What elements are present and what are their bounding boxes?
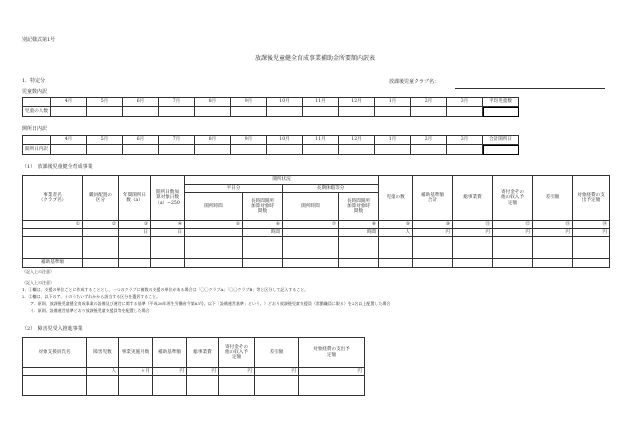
days-cell[interactable]	[339, 145, 375, 155]
header-total-cost: 総事業費	[453, 176, 493, 221]
sec-a-cell[interactable]	[283, 229, 339, 237]
sec-a-cell[interactable]	[243, 259, 283, 268]
children-cell[interactable]	[231, 107, 267, 117]
sec-a-cell[interactable]	[533, 237, 573, 259]
header-yearly-days: 年間開所日 数（a）	[119, 176, 151, 221]
sec-a-cell[interactable]	[185, 237, 243, 259]
sec-a-cell[interactable]	[283, 259, 339, 268]
header-calc-days: 開所日数加 算対象日数 （a）−250	[151, 176, 185, 221]
sec-a-cell[interactable]	[493, 237, 533, 259]
children-cell[interactable]	[411, 107, 447, 117]
corner-cell	[23, 98, 51, 107]
header-difference-b: 差引額	[255, 338, 299, 368]
note-1: 1．①欄は、支援の単位ごとに作成することとし、一つのクラブに複数の支援の単位がある場合は「〇〇クラブA」「〇〇クラブB」等と区分して記入すること。	[22, 287, 309, 292]
children-cell[interactable]	[303, 107, 339, 117]
sec-a-cell[interactable]	[83, 237, 119, 259]
sec-a-cell[interactable]	[339, 259, 379, 268]
header-total-cost-b: 総事業費	[187, 338, 219, 368]
sec-a-cell[interactable]	[453, 237, 493, 259]
sec-a-cell[interactable]	[283, 237, 339, 259]
header-long-holiday: 長期休暇等分	[283, 185, 379, 193]
header-disabled-children: 障害児数	[87, 338, 119, 368]
sec-a-cell[interactable]: 人	[379, 229, 413, 237]
form-number: 別記様式第1号	[22, 37, 56, 43]
sec-a-cell[interactable]	[23, 229, 83, 237]
children-cell[interactable]	[195, 107, 231, 117]
sec-a-cell[interactable]	[119, 259, 151, 268]
header-donation-b: 寄付金その 他の収入予 定額	[219, 338, 255, 368]
days-caption: 開所日内訳	[22, 126, 48, 132]
sec-a-cell[interactable]	[379, 237, 413, 259]
header-operator-name: 事業者名 （クラブ名）	[23, 176, 83, 221]
header-donation: 寄付金その 他の収入予 定額	[493, 176, 533, 221]
sec-a-cell[interactable]	[493, 259, 533, 268]
page-title: 放課後児童健全育成事業補助金所要額内訳表	[254, 55, 375, 62]
total-days-header: 合計開所日	[483, 136, 519, 145]
sec-a-cell[interactable]	[413, 259, 453, 268]
section-heading-sec-b: （2） 障害児受入推進事業	[22, 326, 83, 332]
children-table: 4月 5月 6月 7月 8月 9月 10月 11月 12月 1月 2月 3月 平均児童数 児童の人数	[22, 97, 519, 117]
header-holiday-time: 開所時間	[283, 193, 339, 221]
children-row-label: 児童の人数	[23, 107, 51, 117]
sec-a-cell[interactable]	[151, 259, 185, 268]
sec-b-cell[interactable]	[187, 376, 219, 396]
header-staff-category: 職員配置の 区分	[83, 176, 119, 221]
sec-a-table: 事業者名 （クラブ名） 職員配置の 区分 年間開所日 数（a） 開所日数加 算対象日数 （a）−250 開所状況 児童の数 補助基準額 合計 総事業費 寄付金その 他の収入予 定額 差引額 対象経費の支 出予定額 平日分 長期休暇等分 開所時間 長時間開所 加算対象時 間数 開所時間 長時間開所 加算対象時 間数 ① ② ③ ④ ⑤ ⑥ ⑦ ⑧ ⑨ ⑩ ⑪ ⑫ ⑬ ⑭ 日 日 時間 時間 人 円 円 円 円 円 補助基準額	[22, 175, 610, 268]
days-cell[interactable]	[87, 145, 123, 155]
sec-a-cell[interactable]: 円	[453, 229, 493, 237]
note-2b: イ．原則、設備運営基準どおり放課後児童支援員等を配置した場合	[30, 308, 150, 313]
sec-b-cell[interactable]: 円	[219, 368, 255, 376]
sec-b-cell[interactable]	[299, 376, 365, 396]
days-cell[interactable]	[375, 145, 411, 155]
children-cell[interactable]	[267, 107, 303, 117]
children-cell[interactable]	[375, 107, 411, 117]
sec-a-cell[interactable]: 円	[533, 229, 573, 237]
header-weekday-time: 開所時間	[185, 193, 243, 221]
sec-b-cell[interactable]: 円	[299, 368, 365, 376]
days-row-label: 開所日内訳	[23, 145, 51, 155]
days-cell[interactable]	[303, 145, 339, 155]
sec-b-cell[interactable]	[153, 376, 187, 396]
sec-b-cell[interactable]: 円	[187, 368, 219, 376]
sec-a-cell[interactable]	[23, 237, 83, 259]
days-cell[interactable]	[447, 145, 483, 155]
header-weekday: 平日分	[185, 185, 283, 193]
sec-a-cell[interactable]	[151, 237, 185, 259]
header-children-count: 児童の数	[379, 176, 413, 221]
children-cell[interactable]	[339, 107, 375, 117]
sec-b-cell[interactable]	[87, 376, 119, 396]
header-opening-status: 開所状況	[185, 176, 379, 185]
sec-a-cell[interactable]: 時間	[243, 229, 283, 237]
note-2a: ア．原則、放課後児童健全育成事業の設備及び運営に関する基準（平成26年厚生労働省令第63号。以下「設備運営基準」という。）どおり放課後児童支援員（常勤職員に限る）を2名以上配置した場合	[30, 301, 391, 306]
children-caption: 児童数内訳	[22, 89, 48, 95]
club-name-field[interactable]	[455, 88, 605, 89]
sec-a-cell[interactable]	[119, 237, 151, 259]
sec-a-cell[interactable]	[185, 229, 243, 237]
sec-b-cell[interactable]: 円	[255, 368, 299, 376]
average-children-header: 平均児童数	[483, 98, 519, 107]
sec-a-cell[interactable]: 円	[493, 229, 533, 237]
header-holiday-extra: 長時間開所 加算対象時 間数	[339, 193, 379, 221]
children-cell[interactable]	[123, 107, 159, 117]
sec-a-cell[interactable]	[83, 259, 119, 268]
header-support-staff: 対象支援員氏名	[23, 338, 87, 368]
sec-b-cell[interactable]	[23, 376, 87, 396]
sec-b-cell[interactable]	[119, 376, 153, 396]
children-cell[interactable]	[51, 107, 87, 117]
days-cell[interactable]	[195, 145, 231, 155]
sec-a-cell[interactable]: 日	[119, 229, 151, 237]
sec-a-cell[interactable]	[533, 259, 573, 268]
children-cell[interactable]	[447, 107, 483, 117]
days-cell[interactable]	[411, 145, 447, 155]
days-cell[interactable]	[159, 145, 195, 155]
days-cell[interactable]	[231, 145, 267, 155]
days-cell[interactable]	[267, 145, 303, 155]
sec-a-cell[interactable]	[185, 259, 243, 268]
header-target-expense: 対象経費の支 出予定額	[573, 176, 610, 221]
header-weekday-extra: 長時間開所 加算対象時 間数	[243, 193, 283, 221]
footer-base-label: 補助基準額	[23, 259, 83, 268]
header-difference: 差引額	[533, 176, 573, 221]
sec-a-cell[interactable]	[573, 259, 610, 268]
section-heading-sec-a: （1） 放課後児童健全育成事業	[22, 164, 93, 170]
sec-a-cell[interactable]	[413, 237, 453, 259]
days-table: 4月 5月 6月 7月 8月 9月 10月 11月 12月 1月 2月 3月 合計開所日 開所日内訳	[22, 135, 519, 155]
sec-a-cell[interactable]	[83, 229, 119, 237]
corner-cell	[23, 136, 51, 145]
sec-b-cell[interactable]	[23, 368, 87, 376]
sec-b-cell[interactable]: 円	[153, 368, 187, 376]
sec-b-cell[interactable]: 人	[87, 368, 119, 376]
sec-b-cell[interactable]: ヶ月	[119, 368, 153, 376]
total-days-cell[interactable]	[483, 145, 519, 155]
sec-a-cell[interactable]	[243, 237, 283, 259]
sec-a-cell[interactable]: 円	[573, 229, 610, 237]
notes-subtitle: （記入上の注意）	[22, 280, 54, 285]
children-cell[interactable]	[87, 107, 123, 117]
club-name-label: 放課後児童クラブ名：	[389, 79, 440, 85]
note-2: 2．②欄は、以下のア、イのうちいずれかから該当する区分を選択すること。	[22, 294, 161, 299]
sec-a-cell[interactable]	[379, 259, 413, 268]
children-cell[interactable]	[159, 107, 195, 117]
sec-b-cell[interactable]	[219, 376, 255, 396]
sec-a-cell[interactable]	[573, 237, 610, 259]
sec-a-cell[interactable]: 時間	[339, 229, 379, 237]
days-cell[interactable]	[51, 145, 87, 155]
section-heading-specific: 1．特定分	[22, 78, 46, 84]
average-children-cell[interactable]	[483, 107, 519, 117]
notes-title: （記入上の注意）	[22, 269, 54, 274]
sec-b-table	[22, 337, 365, 396]
days-cell[interactable]	[123, 145, 159, 155]
header-target-expense-b: 対象経費の支出予 定額	[299, 338, 365, 368]
header-base-amount: 補助基準額 合計	[413, 176, 453, 221]
header-base-amount-b: 補助基準額	[153, 338, 187, 368]
sec-b-cell[interactable]	[255, 376, 299, 396]
sec-a-cell[interactable]	[339, 237, 379, 259]
sec-a-cell[interactable]: 円	[413, 229, 453, 237]
sec-a-cell[interactable]	[453, 259, 493, 268]
sec-a-cell[interactable]: 日	[151, 229, 185, 237]
header-months: 事業実施月数	[119, 338, 153, 368]
